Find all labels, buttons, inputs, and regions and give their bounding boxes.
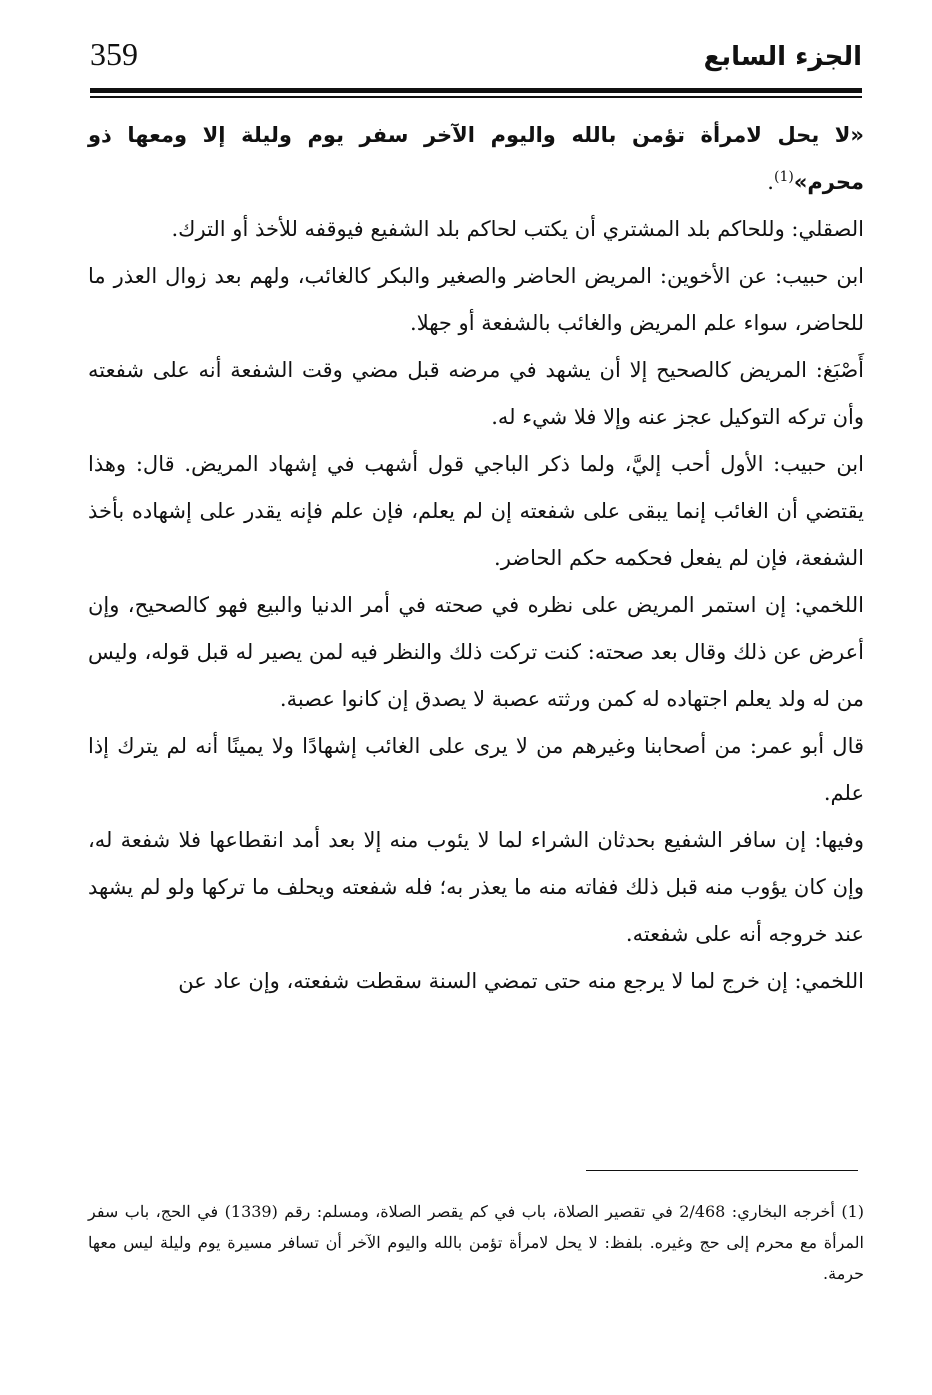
page-header bbox=[90, 36, 862, 90]
header-rule-thick bbox=[90, 88, 862, 93]
footnote-separator bbox=[586, 1170, 858, 1171]
paragraph: الصقلي: وللحاكم بلد المشتري أن يكتب لحاكم بلد الشفيع فيوقفه للأخذ أو الترك. bbox=[171, 217, 864, 241]
header-rule-thin bbox=[90, 96, 862, 98]
main-text bbox=[88, 112, 864, 1005]
footnotes bbox=[88, 1196, 864, 1289]
quote-period: . bbox=[767, 170, 774, 194]
running-title: الجزء السابع bbox=[703, 42, 862, 72]
hadith-quote: «لا يحل لامرأة تؤمن بالله واليوم الآخر سفر يوم وليلة إلا ومعها ذو محرم» bbox=[88, 123, 864, 194]
paragraph: وفيها: إن سافر الشفيع بحدثان الشراء لما لا يئوب منه إلا بعد أمد انقطاعها فلا شفعة له، وإن كان يؤوب منه قبل ذلك ففاته منه ما يعذر به؛ فله شفعته ويحلف ما تركها ولو لم يشهد عند خروجه أنه على شفعته. bbox=[88, 828, 864, 946]
paragraph: ابن حبيب: الأول أحب إليَّ، ولما ذكر الباجي قول أشهب في إشهاد المريض. قال: وهذا يقتضي أن الغائب إنما يبقى على شفعته إن لم يعلم، فإن علم فإنه يقدر على إشهاده بأخذ الشفعة، فإن لم يفعل فحكمه حكم الحاضر. bbox=[88, 452, 864, 570]
paragraph: اللخمي: إن استمر المريض على نظره في صحته في أمر الدنيا والبيع فهو كالصحيح، وإن أعرض عن ذلك وقال بعد صحته: كنت تركت ذلك والنظر فيه لمن يصير له قبل قوله، وليس من له ولد يعلم اجتهاده له كمن ورثته عصبة لا يصدق إن كانوا عصبة. bbox=[88, 593, 864, 711]
paragraph: قال أبو عمر: من أصحابنا وغيرهم من لا يرى على الغائب إشهادًا ولا يمينًا أنه لم يترك إذا علم. bbox=[88, 734, 864, 805]
paragraph: اللخمي: إن خرج لما لا يرجع منه حتى تمضي السنة سقطت شفعته، وإن عاد عن bbox=[178, 969, 864, 993]
footnote: (1) أخرجه البخاري: 2/468 في تقصير الصلاة، باب في كم يقصر الصلاة، ومسلم: رقم (1339) في الحج، باب سفر المرأة مع محرم إلى حج وغيره. بلفظ: لا يحل لامرأة تؤمن بالله واليوم الآخر أن تسافر مسيرة يوم وليلة ليس معها حرمة. bbox=[88, 1202, 865, 1283]
paragraph: أَصْبَغ: المريض كالصحيح إلا أن يشهد في مرضه قبل مضي وقت الشفعة أنه على شفعته وأن تركه التوكيل عجز عنه وإلا فلا شيء له. bbox=[88, 358, 864, 429]
hadith-quote-line bbox=[88, 112, 864, 206]
page-number: 359 bbox=[90, 36, 138, 72]
paragraph: ابن حبيب: عن الأخوين: المريض الحاضر والصغير والبكر كالغائب، ولهم بعد زوال العذر ما للحاضر، سواء علم المريض والغائب بالشفعة أو جهلا. bbox=[88, 264, 864, 335]
footnote-reference: (1) bbox=[773, 169, 794, 185]
